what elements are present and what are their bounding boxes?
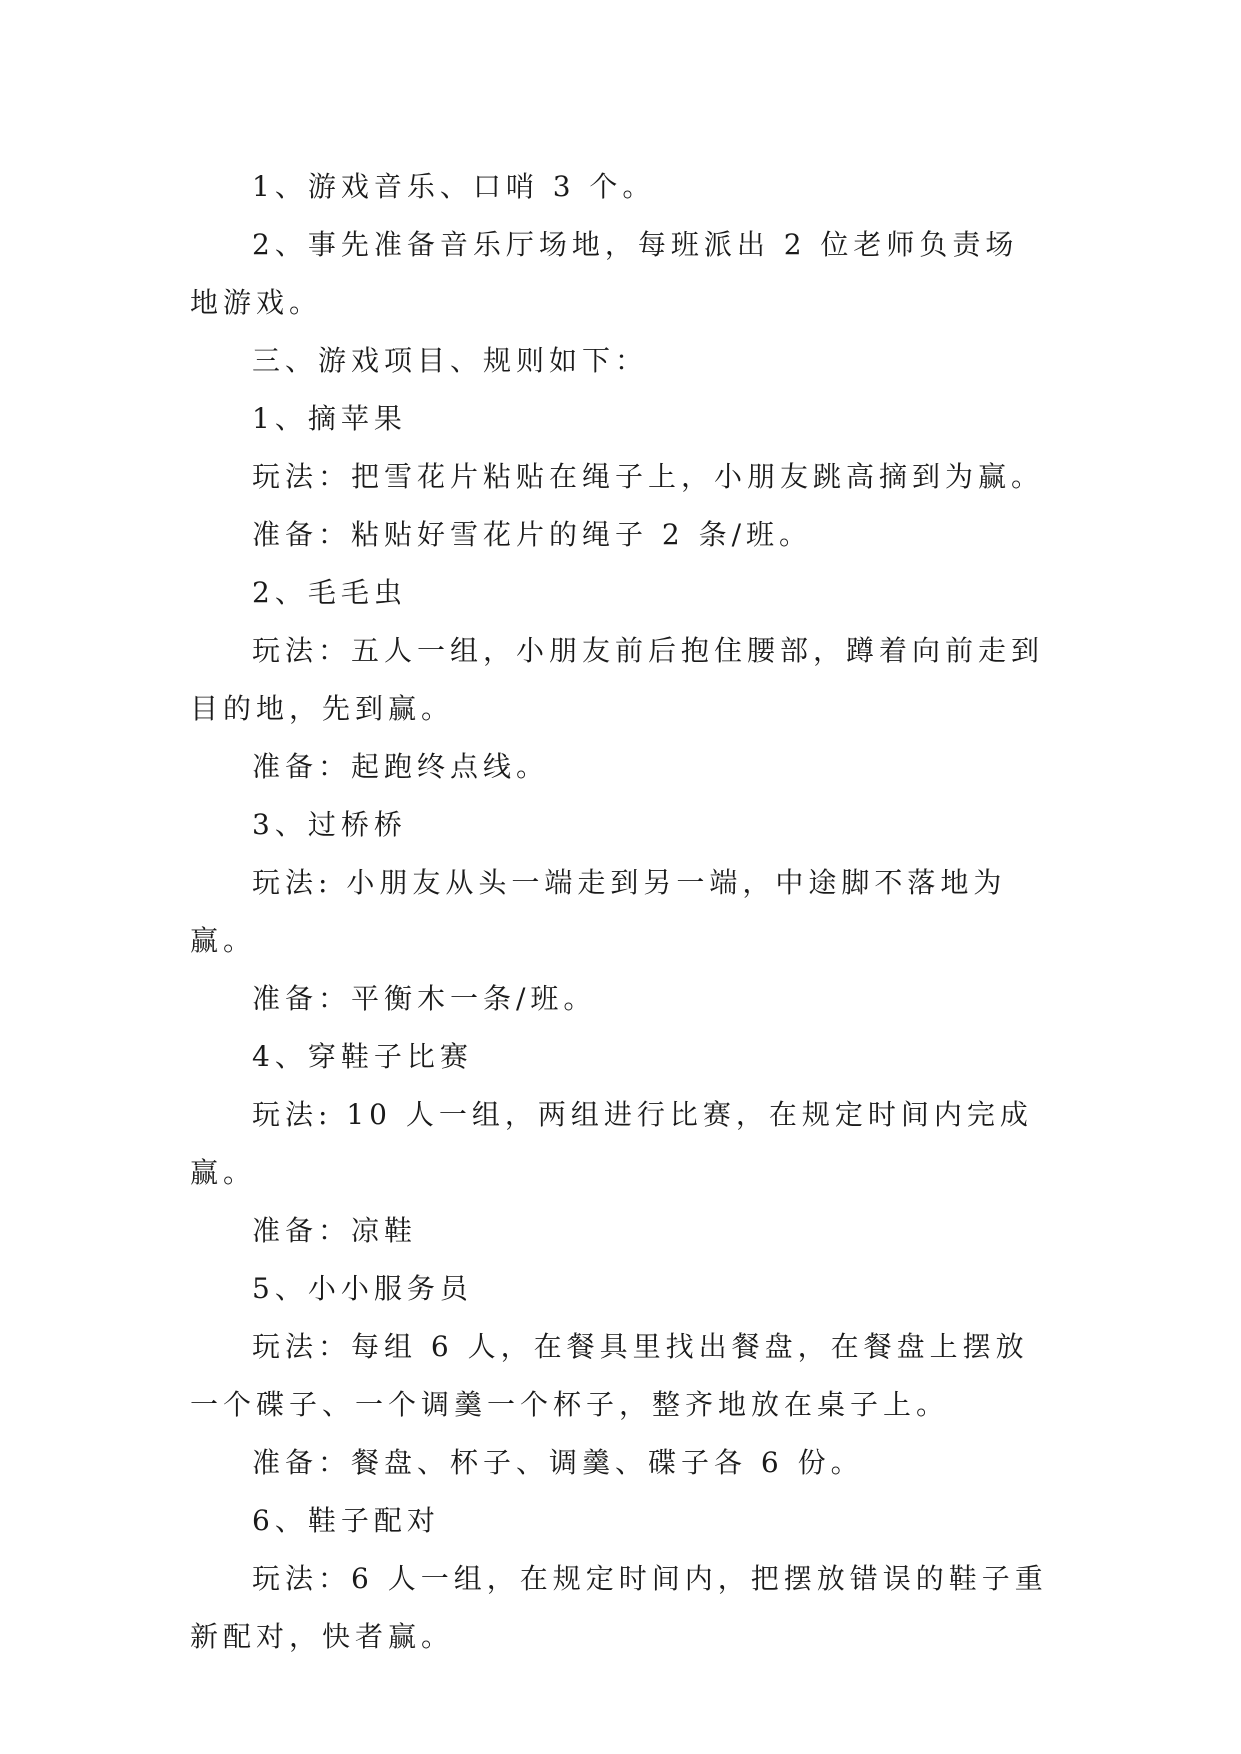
game-title-1: 1、摘苹果 [252, 402, 407, 435]
game-title-5: 5、小小服务员 [252, 1272, 473, 1305]
game-prep-3: 准备：平衡木一条/班。 [252, 982, 597, 1015]
game-rule-3: 玩法: 小朋友从头一端走到另一端，中途脚不落地为赢。 [190, 866, 1007, 957]
game-rule-6: 玩法：6 人一组，在规定时间内，把摆放错误的鞋子重新配对，快者赢。 [190, 1562, 1048, 1653]
game-title-6: 6、鞋子配对 [252, 1504, 440, 1537]
game-prep-5: 准备：餐盘、杯子、调羹、碟子各 6 份。 [252, 1446, 864, 1479]
game-rule-1: 玩法：把雪花片粘贴在绳子上，小朋友跳高摘到为赢。 [252, 460, 1045, 493]
paragraph-materials-2: 2、事先准备音乐厅场地，每班派出 2 位老师负责场地游戏。 [190, 228, 1019, 319]
game-rule-2: 玩法：五人一组，小朋友前后抱住腰部，蹲着向前走到目的地，先到赢。 [190, 634, 1045, 725]
game-prep-4: 准备：凉鞋 [252, 1214, 418, 1247]
section-heading-game-rules: 三、游戏项目、规则如下： [252, 344, 649, 377]
game-prep-1: 准备：粘贴好雪花片的绳子 2 条/班。 [252, 518, 813, 551]
game-rule-4: 玩法: 10 人一组，两组进行比赛，在规定时间内完成赢。 [190, 1098, 1033, 1189]
game-rule-5: 玩法：每组 6 人，在餐具里找出餐盘，在餐盘上摆放一个碟子、一个调羹一个杯子，整齐地放在桌子上。 [190, 1330, 1029, 1421]
game-title-3: 3、过桥桥 [252, 808, 407, 841]
paragraph-materials-1: 1、游戏音乐、口哨 3 个。 [252, 170, 656, 203]
game-prep-2: 准备：起跑终点线。 [252, 750, 550, 783]
document-body [190, 158, 1050, 1666]
game-title-4: 4、穿鞋子比赛 [252, 1040, 473, 1073]
game-title-2: 2、毛毛虫 [252, 576, 407, 609]
